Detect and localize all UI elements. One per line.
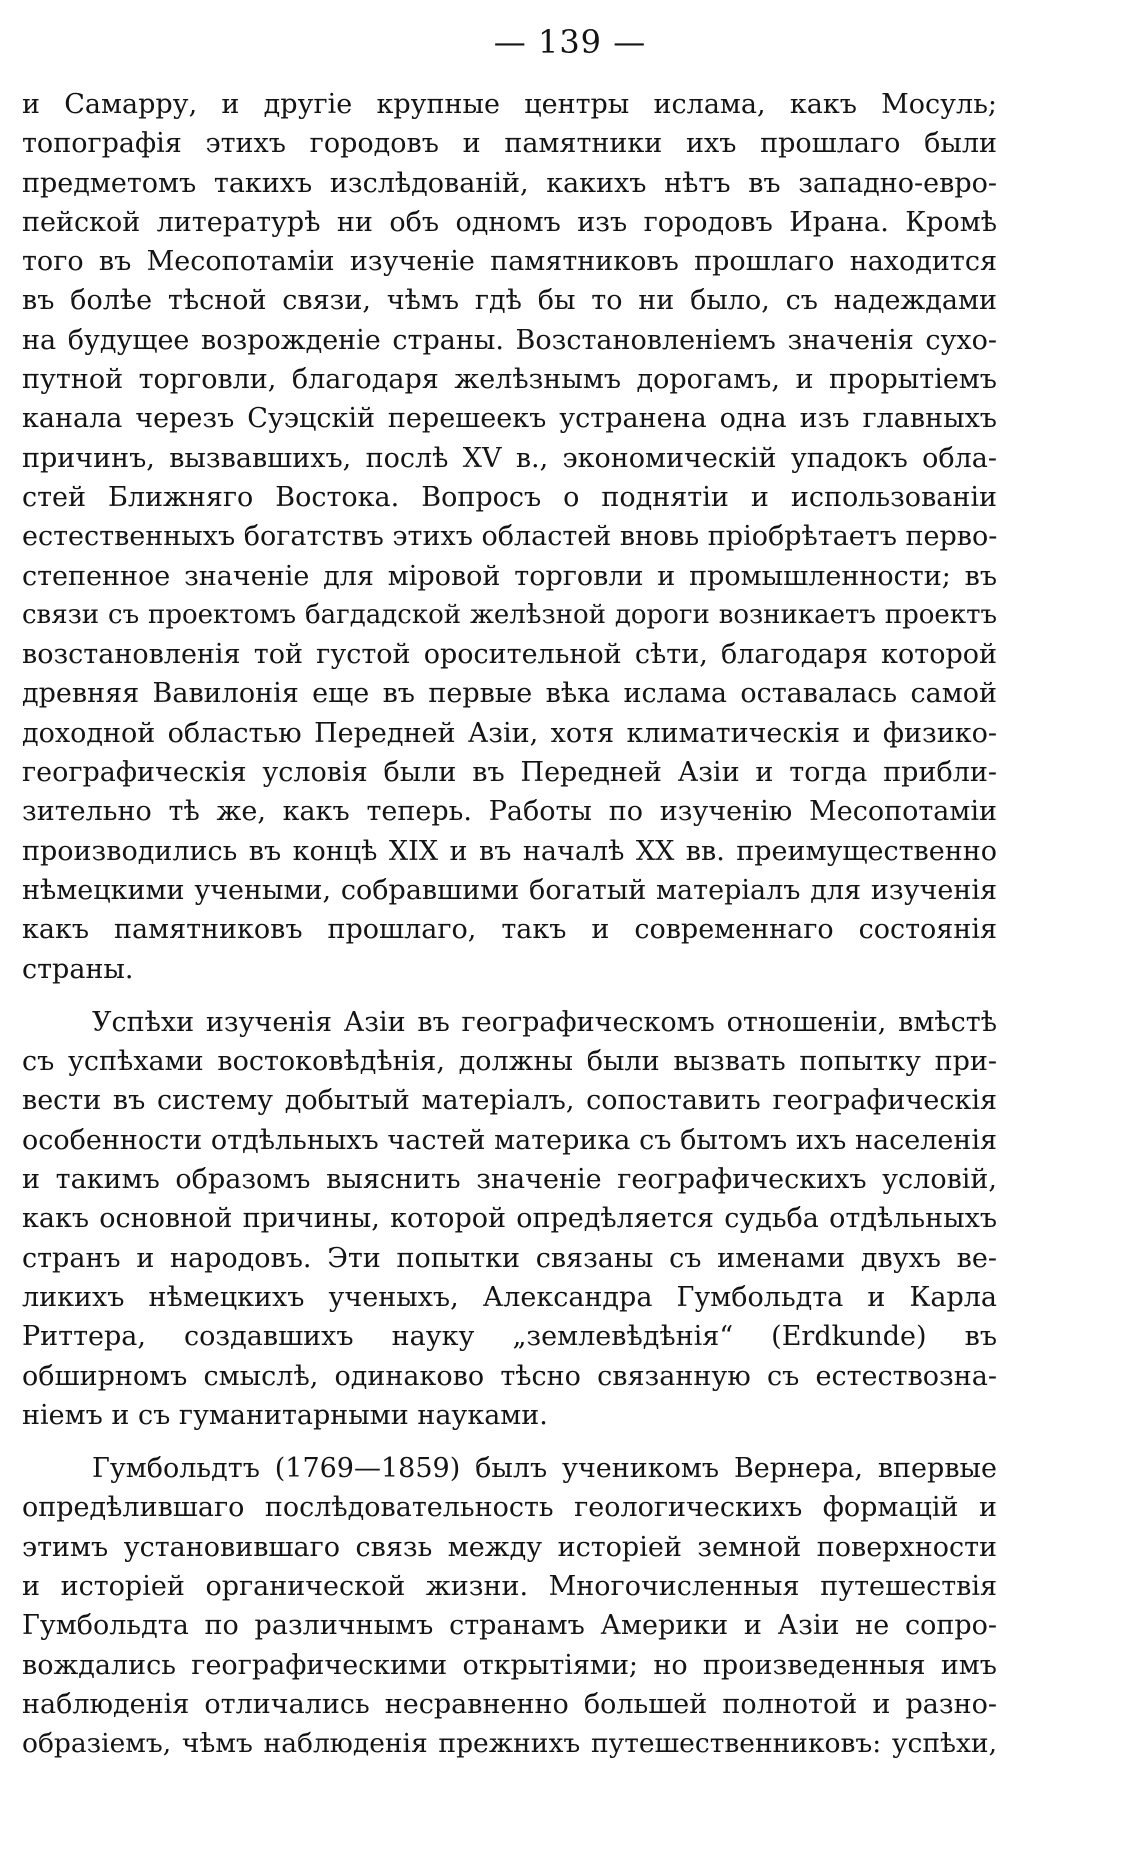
text-line: образіемъ, чѣмъ наблюденія прежнихъ путешественниковъ: успѣхи, [22, 1728, 997, 1760]
text-line: стей Ближняго Востока. Вопросъ о поднятіи и использованіи [22, 481, 997, 513]
page-number: — 139 — [493, 23, 647, 61]
text-line: страны. [22, 953, 134, 985]
text-line: и исторіей органической жизни. Многочисленныя путешествія [22, 1570, 997, 1602]
text-line: ликихъ нѣмецкихъ ученыхъ, Александра Гумбольдта и Карла [22, 1281, 997, 1313]
text-line: какъ основной причины, которой опредѣляется судьба отдѣльныхъ [22, 1203, 997, 1235]
paragraph [22, 85, 997, 989]
text-line: доходной областью Передней Азіи, хотя климатическія и физико- [22, 717, 997, 749]
text-line: странъ и народовъ. Эти попытки связаны съ именами двухъ ве- [22, 1242, 997, 1274]
text-line: топографія этихъ городовъ и памятники ихъ прошлаго были [22, 128, 997, 160]
text-line: причинъ, вызвавшихъ, послѣ XV в., экономическій упадокъ обла- [22, 442, 997, 474]
text-line: какъ памятниковъ прошлаго, такъ и современнаго состоянія [22, 914, 997, 946]
text-line: производились въ концѣ XIX и въ началѣ XX вв. преимущественно [22, 835, 997, 867]
text-line: обширномъ смыслѣ, одинаково тѣсно связанную съ естествозна- [22, 1360, 997, 1392]
text-line: наблюденія отличались несравненно большей полнотой и разно- [22, 1688, 997, 1720]
paragraph [22, 1003, 997, 1435]
text-line: возстановленія той густой оросительной сѣти, благодаря которой [22, 639, 997, 671]
text-line: на будущее возрожденіе страны. Возстановленіемъ значенія сухо- [22, 324, 997, 356]
paragraph [22, 1449, 997, 1763]
text-line: путной торговли, благодаря желѣзнымъ дорогамъ, и прорытіемъ [22, 364, 997, 396]
text-line: степенное значеніе для міровой торговли и промышленности; въ [22, 560, 997, 592]
text-line: въ болѣе тѣсной связи, чѣмъ гдѣ бы то ни было, съ надеждами [22, 285, 997, 317]
text-line: Риттера, создавшихъ науку „землевѣдѣнія“ (Erdkunde) въ [22, 1321, 997, 1353]
text-line: особенности отдѣльныхъ частей материка съ бытомъ ихъ населенія [22, 1124, 997, 1156]
text-line: опредѣлившаго послѣдовательность геологическихъ формацій и [22, 1492, 997, 1524]
text-line: зительно тѣ же, какъ теперь. Работы по изученію Месопотаміи [22, 796, 997, 828]
text-line: Гумбольдта по различнымъ странамъ Америки и Азіи не сопро- [22, 1610, 997, 1642]
text-line: древняя Вавилонія еще въ первые вѣка ислама оставалась самой [22, 678, 997, 710]
text-line: пейской литературѣ ни объ одномъ изъ городовъ Ирана. Кромѣ [22, 206, 997, 238]
text-line: съ успѣхами востоковѣдѣнія, должны были вызвать попытку при- [22, 1046, 997, 1078]
text-line: предметомъ такихъ изслѣдованій, какихъ нѣтъ въ западно-евро- [22, 167, 997, 199]
text-line: и Самарру, и другіе крупные центры ислама, какъ Мосуль; [22, 89, 997, 120]
text-line: Гумбольдтъ (1769—1859) былъ ученикомъ Вернера, впервые [92, 1453, 997, 1485]
text-line: ніемъ и съ гуманитарными науками. [22, 1399, 548, 1431]
text-line: этимъ установившаго связь между исторіей земной поверхности [22, 1531, 997, 1563]
text-line: естественныхъ богатствъ этихъ областей вновь пріобрѣтаетъ перво- [22, 521, 997, 553]
text-line: вождались географическими открытіями; но произведенныя имъ [22, 1649, 997, 1681]
text-line: нѣмецкими учеными, собравшими богатый матеріалъ для изученія [22, 874, 997, 906]
text-line: географическія условія были въ Передней Азіи и тогда прибли- [22, 757, 997, 789]
text-line: связи съ проектомъ багдадской желѣзной дороги возникаетъ проектъ [22, 599, 997, 630]
text-line: канала черезъ Суэцскій перешеекъ устранена одна изъ главныхъ [22, 403, 997, 435]
text-line: того въ Месопотаміи изученіе памятниковъ прошлаго находится [22, 246, 997, 278]
text-line: вести въ систему добытый матеріалъ, сопоставить географическія [22, 1085, 997, 1117]
text-line: и такимъ образомъ выяснить значеніе географическихъ условій, [22, 1164, 997, 1196]
page-text [22, 85, 997, 1763]
text-line: Успѣхи изученія Азіи въ географическомъ отношеніи, вмѣстѣ [92, 1006, 997, 1038]
